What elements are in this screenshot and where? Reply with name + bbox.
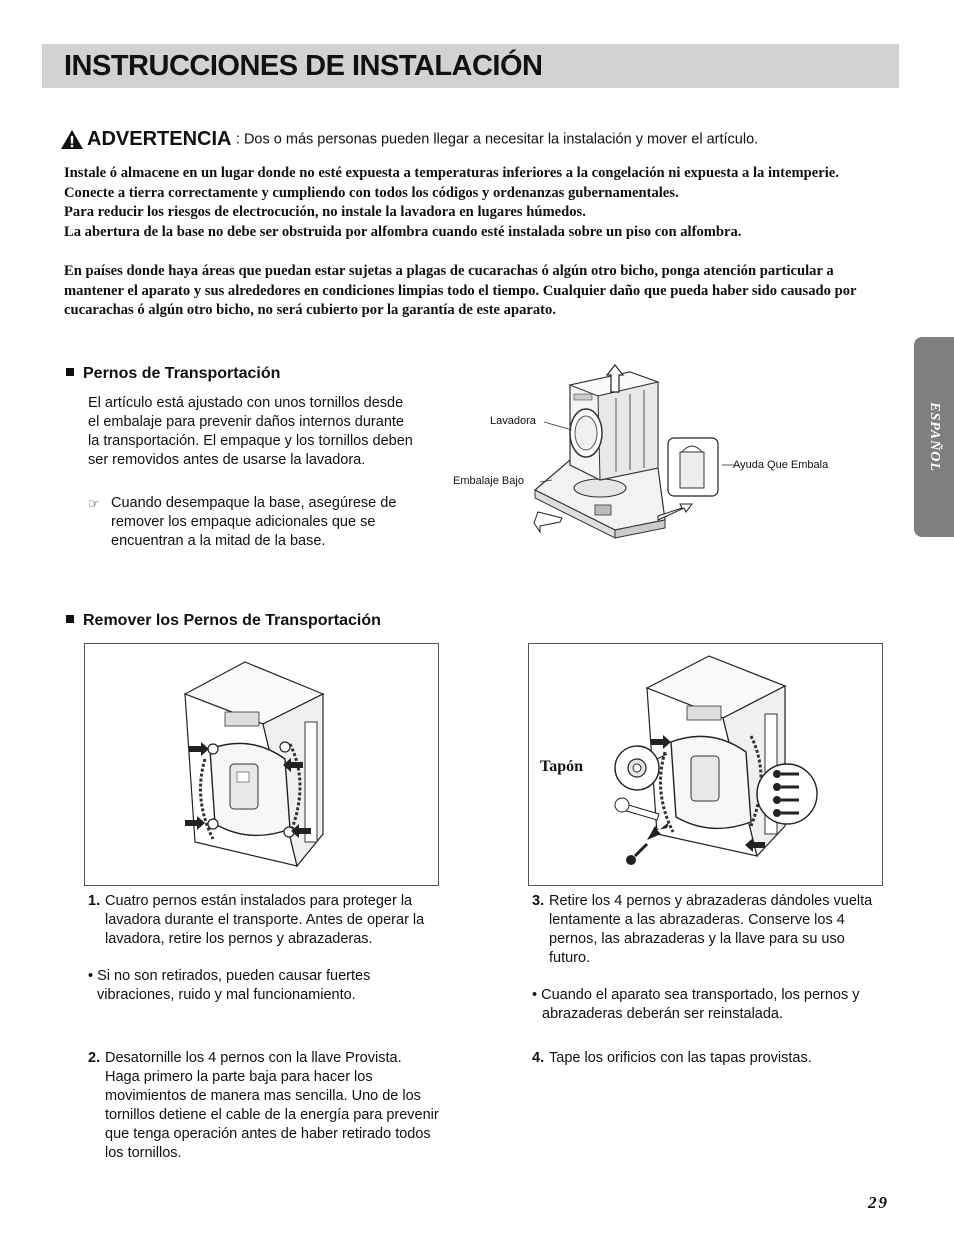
warning-paragraph: Conecte a tierra correctamente y cumpliendo con todos los códigos y ordenanzas gubernamentales. <box>64 184 679 201</box>
step-1 <box>88 892 440 949</box>
pernos-heading-text: Pernos de Transportación <box>83 365 281 382</box>
warning-paragraph: Para reducir los riesgos de electrocución, no instale la lavadora en lugares húmedos. <box>64 204 586 221</box>
warning-paragraph: La abertura de la base no debe ser obstruida por alfombra cuando esté instalada sobre un piso con alfombra. <box>64 223 742 240</box>
square-bullet-icon <box>66 615 74 623</box>
pernos-note <box>88 494 408 551</box>
warning-label: ADVERTENCIA <box>87 128 232 150</box>
pointing-hand-icon: ☞ <box>88 496 100 511</box>
step-2-text: Desatornille los 4 pernos con la llave Provista. Haga primero la parte baja para hacer los movimientos de manera mas sencilla. Uno de los tornillos detiene el cable de la energía para prevenir que tenga operación antes de haber retirado todos los tornillos. <box>105 1050 439 1161</box>
label-lavadora: Lavadora <box>490 415 536 427</box>
step-3-number: 3. <box>532 893 545 909</box>
step-3-text: Retire los 4 pernos y abrazaderas dándoles vuelta lentamente a las abrazaderas. Conserve los 4 pernos, las abrazaderas y la llave para su uso futuro. <box>549 893 873 966</box>
step-3 <box>532 892 884 968</box>
warning-triangle-icon <box>60 129 84 150</box>
pernos-heading <box>66 365 280 383</box>
label-embalaje-bajo: Embalaje Bajo <box>453 475 524 487</box>
shipping-base-figure <box>440 360 860 540</box>
page-title: INSTRUCCIONES DE INSTALACIÓN <box>64 50 543 82</box>
step-1-number: 1. <box>88 893 101 909</box>
pernos-note-text: Cuando desempaque la base, asegúrese de remover los empaque adicionales que se encuentran a la mitad de la base. <box>111 495 397 549</box>
language-side-tab <box>914 337 954 537</box>
pernos-body: El artículo está ajustado con unos tornillos desde el embalaje para prevenir daños internos durante la transportación. El empaque y los tornillos deben ser removidos antes de usarse la lavadora. <box>88 395 413 468</box>
label-ayuda-que-embala: Ayuda Que Embala <box>733 459 829 471</box>
warning-paragraph: Instale ó almacene en un lugar donde no esté expuesta a temperaturas inferiores a la congelación ni expuesta a la intemperie. <box>64 165 839 181</box>
step-3-bullet: • Cuando el aparato sea transportado, los pernos y abrazaderas deberán ser reinstalada. <box>532 987 860 1022</box>
step-4-number: 4. <box>532 1050 545 1066</box>
remover-heading-text: Remover los Pernos de Transportación <box>83 612 381 629</box>
side-tab-label: ESPAÑOL <box>927 402 942 472</box>
warning-line <box>60 128 758 151</box>
step-4 <box>532 1049 884 1068</box>
step-4-text: Tape los orificios con las tapas provistas. <box>549 1050 812 1066</box>
rear-bolts-figure-box <box>84 643 439 886</box>
step-1-bullet: • Si no son retirados, pueden causar fuertes vibraciones, ruido y mal funcionamiento. <box>88 968 371 1003</box>
remover-heading <box>66 612 381 630</box>
step-2-number: 2. <box>88 1050 101 1066</box>
warning-intro: : Dos o más personas pueden llegar a necesitar la instalación y mover el artículo. <box>235 131 759 148</box>
square-bullet-icon <box>66 368 74 376</box>
washer-rear-view-figure <box>85 644 438 885</box>
step-2 <box>88 1049 440 1163</box>
step-1-text: Cuatro pernos están instalados para proteger la lavadora durante el transporte. Antes de operar la lavadora, retire los pernos y abrazaderas. <box>105 893 425 947</box>
warning-paragraphs <box>64 164 864 321</box>
page-number: 29 <box>868 1193 889 1212</box>
warning-paragraph: En países donde haya áreas que puedan estar sujetas a plagas de cucarachas ó algún otro bicho, ponga atención particular a mantener el aparato y sus alrededores en condiciones limpias todo el tiempo. Cualquier daño que pueda haber sido causado por cucarachas ó algún otro bicho, no será cubierto por la garantía de este aparato. <box>64 262 857 319</box>
label-tapon: Tapón <box>540 758 583 775</box>
